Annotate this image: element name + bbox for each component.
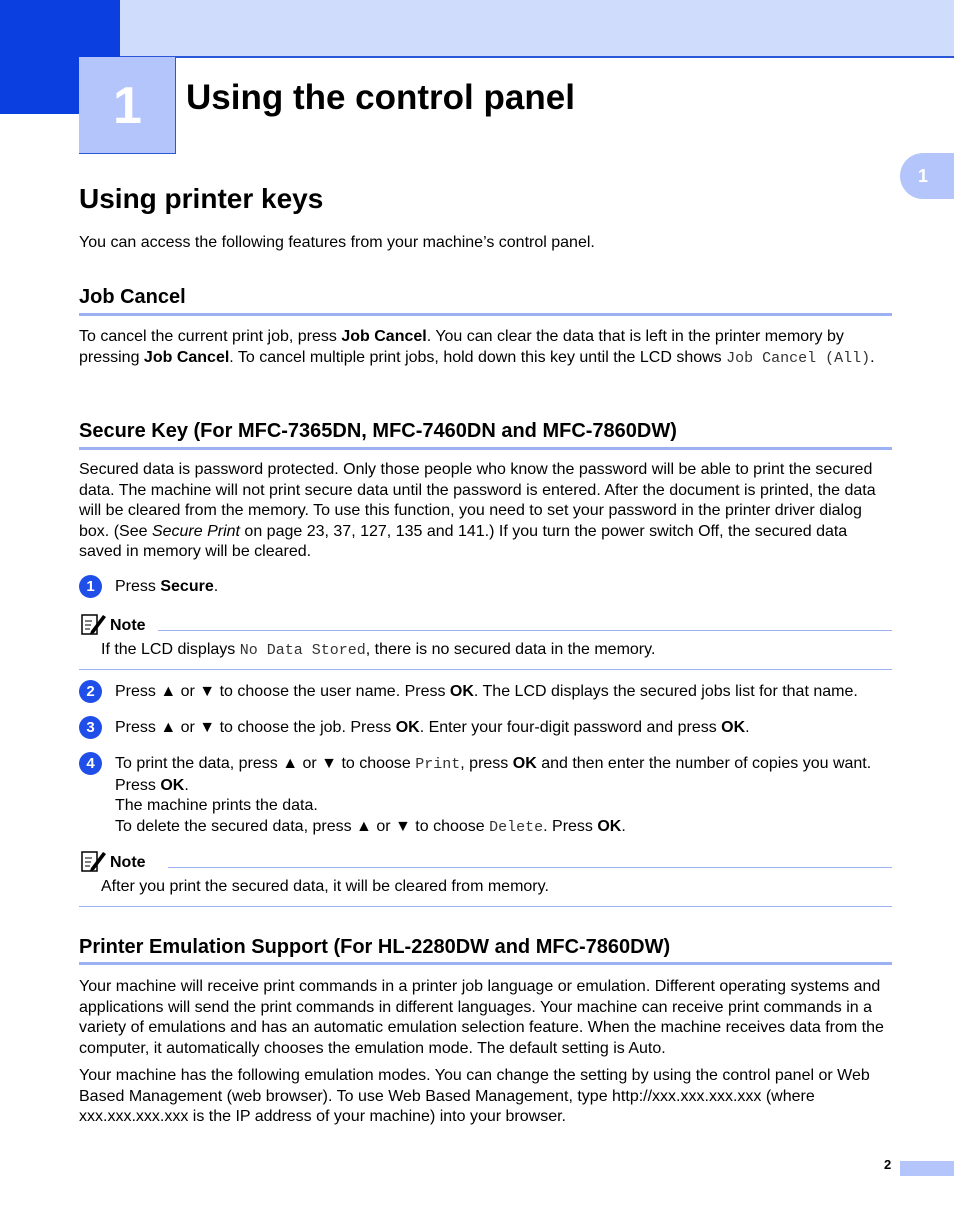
note-1-bottom-rule bbox=[79, 669, 892, 670]
secure-key-heading: Secure Key (For MFC-7365DN, MFC-7460DN and MFC-7860DW) bbox=[79, 420, 677, 442]
text-run: If the LCD displays bbox=[101, 641, 240, 658]
text-run: . bbox=[870, 348, 875, 366]
emulation-rule bbox=[79, 962, 892, 965]
text-run: . Enter your four-digit password and press bbox=[419, 719, 722, 736]
note-1-top-rule bbox=[158, 630, 892, 631]
text-run: on page 23, 37, 127, 135 and 141.) If you turn the power switch Off, the secured data saved in memory will be cleared. bbox=[79, 522, 848, 560]
side-chapter-tab-number: 1 bbox=[917, 165, 928, 186]
text-run: Press ▲ or ▼ to choose the user name. Press bbox=[115, 683, 450, 700]
text-run: To print the data, press ▲ or ▼ to choose bbox=[115, 755, 416, 772]
text-run: . bbox=[621, 817, 626, 835]
job-cancel-paragraph bbox=[79, 327, 892, 369]
section-title: Using printer keys bbox=[79, 183, 324, 214]
text-run: . Press bbox=[543, 817, 598, 835]
text-run: . bbox=[184, 776, 189, 794]
step-4-text bbox=[115, 754, 895, 838]
note-2-text: After you print the secured data, it will be cleared from memory. bbox=[101, 878, 549, 895]
job-cancel-key: Job Cancel bbox=[341, 328, 427, 345]
key-name: OK bbox=[597, 817, 622, 835]
lcd-text: No Data Stored bbox=[239, 642, 366, 659]
job-cancel-heading: Job Cancel bbox=[79, 286, 186, 308]
secure-print-reference: Secure Print bbox=[151, 522, 240, 540]
text-run: , press bbox=[460, 755, 513, 772]
note-2-top-rule bbox=[168, 867, 892, 868]
secure-key-paragraph bbox=[79, 460, 892, 563]
text-run: and then enter the number of copies you want. Press bbox=[115, 755, 872, 794]
step-4-line-1 bbox=[115, 754, 895, 796]
note-1-text bbox=[101, 640, 891, 662]
header-band bbox=[120, 0, 954, 58]
emulation-paragraph-1: Your machine will receive print commands in a printer job language or emulation. Different operating systems and applications will send the print commands in different languages. Your machine can receive print commands in a variety of emulations and has an automatic emulation selection feature. When the machine receives data from the computer, it automatically chooses the emulation mode. The default setting is Auto. bbox=[79, 978, 884, 1057]
text-run: . bbox=[213, 578, 219, 595]
note-2-bottom-rule bbox=[79, 906, 892, 907]
text-run: . bbox=[745, 719, 750, 736]
key-name: OK bbox=[512, 755, 537, 772]
note-2-label: Note bbox=[110, 854, 146, 871]
step-2-icon: 2 bbox=[79, 680, 102, 703]
text-run: Press bbox=[115, 578, 161, 595]
step-3-text bbox=[115, 718, 895, 739]
text-run: Secured data is password protected. Only those people who know the password will be able to print the secured data. The machine will not print secure data until the password is entered. After the document is printed, the data will be cleared from the memory. To use this function, you need to set your password in the printer driver dialog box. (See bbox=[79, 461, 876, 540]
section-intro: You can access the following features from your machine’s control panel. bbox=[79, 234, 595, 251]
lcd-text: Delete bbox=[489, 818, 544, 836]
step-2-text bbox=[115, 682, 895, 703]
page-number: 2 bbox=[884, 1157, 892, 1172]
key-name: OK bbox=[395, 719, 420, 736]
page-number-bar bbox=[900, 1161, 954, 1176]
step-4-line-2: The machine prints the data. bbox=[115, 797, 318, 814]
chapter-number: 1 bbox=[113, 76, 142, 135]
note-pencil-icon bbox=[81, 612, 107, 636]
key-name: OK bbox=[449, 683, 474, 700]
step-4-line-3 bbox=[115, 817, 895, 839]
note-pencil-icon bbox=[81, 849, 107, 873]
text-run: . The LCD displays the secured jobs list for that name. bbox=[473, 683, 858, 700]
job-cancel-key: Job Cancel bbox=[143, 348, 230, 366]
text-run: . You can clear the data that is left in the printer memory by pressing bbox=[79, 328, 844, 366]
key-name: Secure bbox=[160, 578, 214, 595]
step-4-icon: 4 bbox=[79, 752, 102, 775]
job-cancel-rule bbox=[79, 313, 892, 316]
lcd-text: Print bbox=[415, 756, 461, 773]
step-1-text bbox=[115, 577, 895, 598]
emulation-heading: Printer Emulation Support (For HL-2280DW and MFC-7860DW) bbox=[79, 936, 671, 958]
text-run: Press ▲ or ▼ to choose the job. Press bbox=[115, 719, 396, 736]
lcd-text: Job Cancel (All) bbox=[726, 349, 871, 367]
secure-key-rule bbox=[79, 447, 892, 450]
text-run: . To cancel multiple print jobs, hold down this key until the LCD shows bbox=[229, 348, 727, 366]
step-3-icon: 3 bbox=[79, 716, 102, 739]
step-1-icon: 1 bbox=[79, 575, 102, 598]
text-run: To delete the secured data, press ▲ or ▼ to choose bbox=[115, 817, 490, 835]
text-run: To cancel the current print job, press bbox=[79, 328, 342, 345]
note-1-label: Note bbox=[110, 617, 146, 634]
emulation-paragraph-2: Your machine has the following emulation modes. You can change the setting by using the control panel or Web Based Management (web browser). To use Web Based Management, type http://xxx.xxx.xxx.xxx (where xxx.xxx.xxx.xxx is the IP address of your machine) into your browser. bbox=[79, 1067, 870, 1125]
text-run: , there is no secured data in the memory. bbox=[365, 641, 656, 658]
key-name: OK bbox=[160, 776, 185, 794]
chapter-title: Using the control panel bbox=[186, 78, 575, 117]
key-name: OK bbox=[721, 719, 746, 736]
